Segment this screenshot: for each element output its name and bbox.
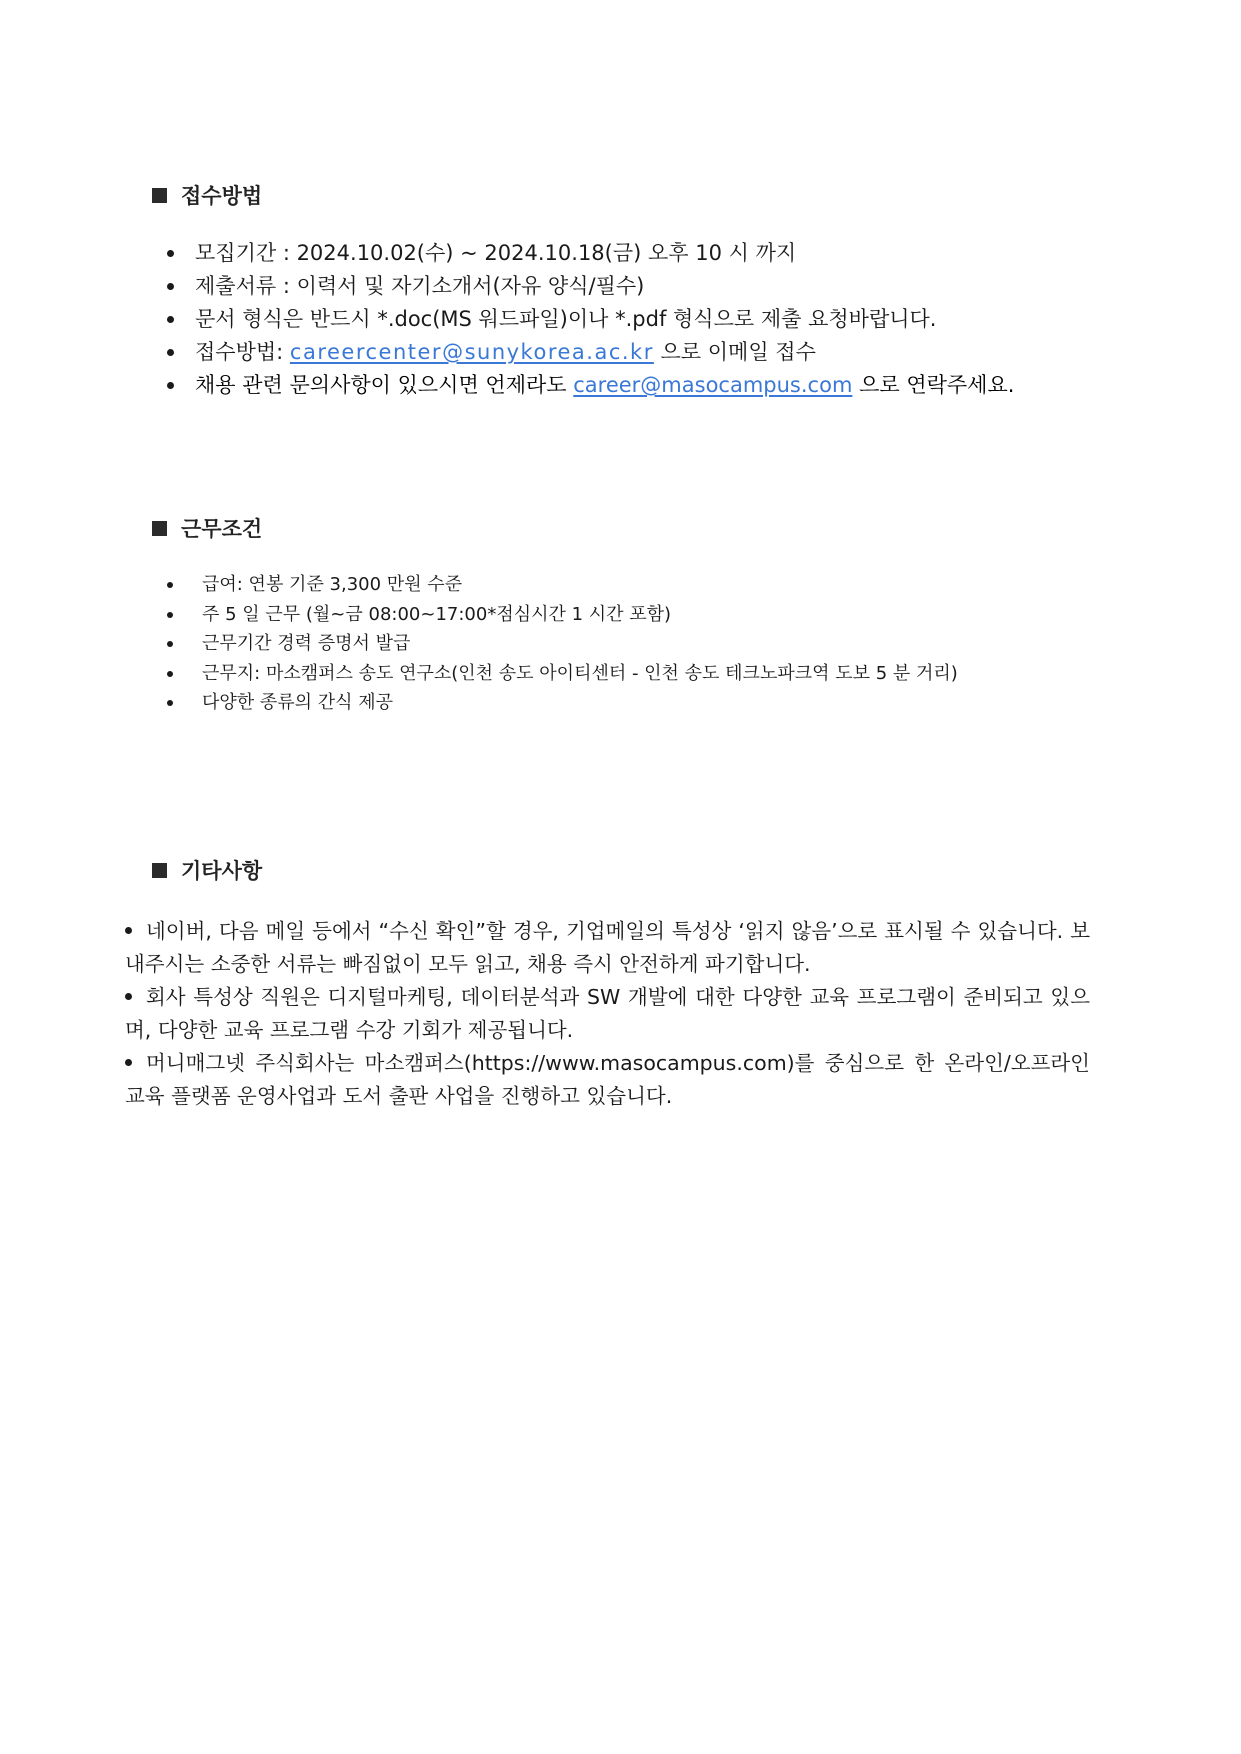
etc-paragraph-2 bbox=[125, 981, 1090, 1047]
etc-paragraph-text: 회사 특성상 직원은 디지털마케팅, 데이터분석과 SW 개발에 대한 다양한 교육 프로그램이 준비되고 있으며, 다양한 교육 프로그램 수강 기회가 제공됩니다. bbox=[125, 985, 1090, 1042]
careercenter-email-link[interactable]: careercenter@sunykorea.ac.kr bbox=[289, 340, 654, 364]
inquiry-suffix: 으로 연락주세요. bbox=[852, 373, 1015, 397]
list-item: 근무기간 경력 증명서 발급 bbox=[165, 629, 958, 659]
list-item: 급여: 연봉 기준 3,300 만원 수준 bbox=[165, 570, 958, 600]
etc-paragraph-3 bbox=[125, 1047, 1090, 1113]
list-item-inquiry bbox=[165, 369, 1014, 402]
application-heading bbox=[152, 180, 262, 210]
list-item: 다양한 종류의 간식 제공 bbox=[165, 688, 958, 718]
etc-paragraph-text: 네이버, 다음 메일 등에서 “수신 확인”할 경우, 기업메일의 특성상 ‘읽지 않음’으로 표시될 수 있습니다. 보내주시는 소중한 서류는 빠짐없이 모두 읽고, 채용 즉시 안전하게 파기합니다. bbox=[125, 919, 1090, 976]
bullet-dot-icon bbox=[125, 927, 132, 934]
etc-paragraph-1 bbox=[125, 915, 1090, 981]
inquiry-prefix: 채용 관련 문의사항이 있으시면 언제라도 bbox=[195, 373, 574, 397]
list-item-period: 모집기간 : 2024.10.02(수) ~ 2024.10.18(금) 오후 10 시 까지 bbox=[165, 237, 1014, 270]
square-bullet-icon bbox=[152, 188, 167, 203]
list-item-format: 문서 형식은 반드시 *.doc(MS 워드파일)이나 *.pdf 형식으로 제출 요청바랍니다. bbox=[165, 303, 1014, 336]
square-bullet-icon bbox=[152, 521, 167, 536]
conditions-heading bbox=[152, 513, 262, 543]
list-item-method bbox=[165, 336, 1014, 369]
application-list bbox=[165, 237, 1014, 402]
conditions-heading-text: 근무조건 bbox=[181, 517, 263, 541]
method-prefix: 접수방법: bbox=[195, 340, 290, 364]
bullet-dot-icon bbox=[125, 993, 132, 1000]
square-bullet-icon bbox=[152, 863, 167, 878]
list-item: 근무지: 마소캠퍼스 송도 연구소(인천 송도 아이티센터 - 인천 송도 테크노파크역 도보 5 분 거리) bbox=[165, 659, 958, 689]
list-item: 주 5 일 근무 (월~금 08:00~17:00*점심시간 1 시간 포함) bbox=[165, 600, 958, 630]
application-heading-text: 접수방법 bbox=[181, 184, 263, 208]
bullet-dot-icon bbox=[125, 1059, 132, 1066]
conditions-list bbox=[165, 570, 958, 718]
etc-paragraph-text: 머니매그넷 주식회사는 마소캠퍼스(https://www.masocampus.com)를 중심으로 한 온라인/오프라인 교육 플랫폼 운영사업과 도서 출판 사업을 진행하고 있습니다. bbox=[125, 1051, 1090, 1108]
career-email-link[interactable]: career@masocampus.com bbox=[573, 373, 853, 397]
method-suffix: 으로 이메일 접수 bbox=[653, 340, 816, 364]
etc-heading-text: 기타사항 bbox=[181, 859, 263, 883]
list-item-documents: 제출서류 : 이력서 및 자기소개서(자유 양식/필수) bbox=[165, 270, 1014, 303]
etc-heading bbox=[152, 855, 262, 885]
